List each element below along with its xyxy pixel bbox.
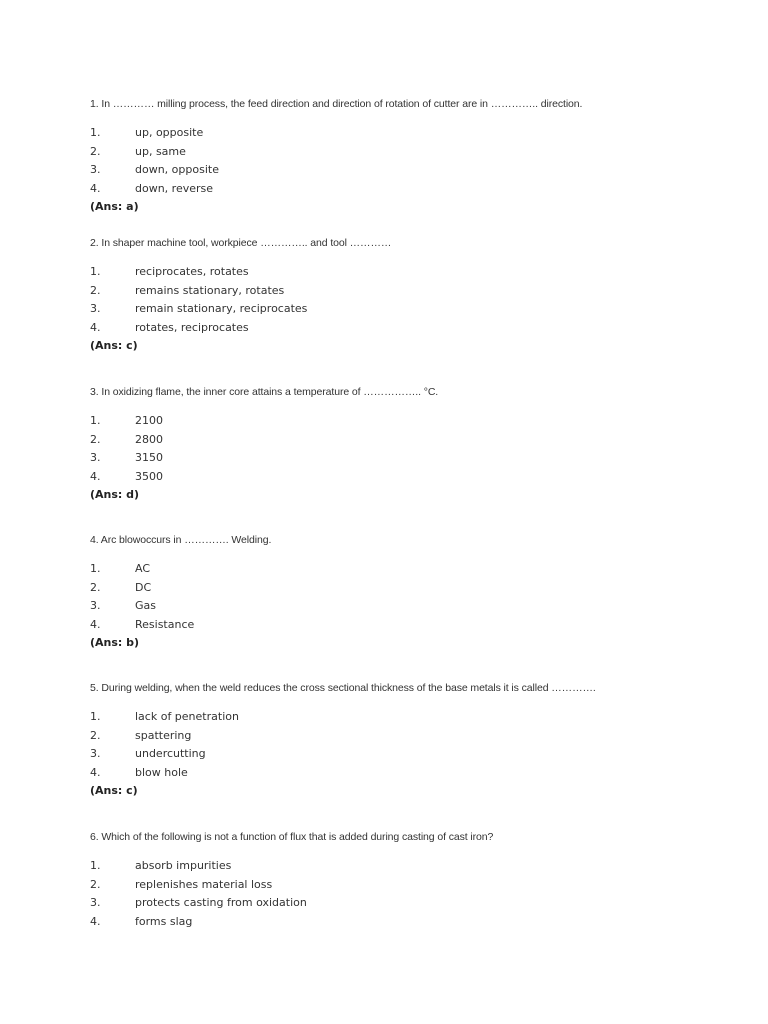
option-item (90, 727, 730, 746)
option-number: 4. (90, 181, 101, 195)
option-number: 3. (90, 451, 101, 464)
option-item (90, 319, 730, 338)
option-list (90, 263, 730, 337)
option-item (90, 161, 730, 180)
option-text: blow hole (135, 765, 188, 779)
option-item (90, 894, 730, 913)
option-item (90, 560, 730, 579)
option-text: lack of penetration (135, 710, 239, 723)
option-list (90, 124, 730, 198)
option-text: up, opposite (135, 126, 204, 139)
option-number: 2. (90, 877, 101, 891)
option-number: 2. (90, 283, 101, 297)
option-list (90, 857, 730, 931)
option-text: remain stationary, reciprocates (135, 302, 308, 315)
question-text: 1. In ………… milling process, the feed direction and direction of rotation of cutter are in ………….. direction. (90, 98, 583, 110)
option-number: 4. (90, 765, 101, 779)
option-list (90, 412, 730, 486)
option-number: 1. (90, 562, 101, 575)
option-item (90, 579, 730, 598)
option-number: 3. (90, 747, 101, 760)
option-number: 2. (90, 580, 101, 594)
option-text: 3150 (135, 451, 163, 464)
question-text: 4. Arc blowoccurs in …………. Welding. (90, 534, 272, 546)
question-4 (90, 533, 730, 653)
option-item (90, 449, 730, 468)
option-list (90, 560, 730, 634)
option-text: AC (135, 562, 151, 575)
option-text: undercutting (135, 747, 206, 760)
option-text: 2100 (135, 414, 163, 427)
option-item (90, 431, 730, 450)
option-text: Resistance (135, 617, 195, 631)
answer-label: (Ans: c) (90, 339, 138, 352)
option-number: 3. (90, 163, 101, 176)
option-text: down, reverse (135, 181, 214, 195)
option-text: replenishes material loss (135, 877, 273, 891)
option-item (90, 412, 730, 431)
option-text: down, opposite (135, 163, 219, 176)
option-number: 2. (90, 144, 101, 158)
question-2 (90, 236, 730, 356)
option-text: 2800 (135, 432, 163, 446)
option-number: 4. (90, 320, 101, 334)
option-number: 1. (90, 265, 101, 278)
option-item (90, 913, 730, 932)
option-number: 4. (90, 914, 101, 928)
option-item (90, 143, 730, 162)
option-text: spattering (135, 728, 192, 742)
option-number: 1. (90, 414, 101, 427)
option-item (90, 468, 730, 487)
option-number: 2. (90, 432, 101, 446)
question-6 (90, 830, 730, 931)
answer-label: (Ans: d) (90, 488, 140, 501)
option-text: DC (135, 580, 152, 594)
option-item (90, 876, 730, 895)
question-text: 6. Which of the following is not a function of flux that is added during casting of cast iron? (90, 831, 494, 843)
answer-label: (Ans: b) (90, 636, 140, 649)
option-number: 3. (90, 302, 101, 315)
option-text: rotates, reciprocates (135, 320, 249, 334)
option-list (90, 708, 730, 782)
option-item (90, 857, 730, 876)
option-item (90, 300, 730, 319)
option-text: absorb impurities (135, 859, 232, 872)
question-text: 2. In shaper machine tool, workpiece ………….. and tool ………… (90, 237, 392, 249)
option-number: 3. (90, 599, 101, 612)
option-number: 1. (90, 126, 101, 139)
option-item (90, 124, 730, 143)
question-1 (90, 97, 730, 217)
option-item (90, 180, 730, 199)
option-number: 3. (90, 896, 101, 909)
option-item (90, 282, 730, 301)
option-text: remains stationary, rotates (135, 283, 285, 297)
option-number: 4. (90, 617, 101, 631)
answer-label: (Ans: c) (90, 784, 138, 797)
option-text: Gas (135, 599, 156, 612)
option-text: reciprocates, rotates (135, 265, 249, 278)
question-3 (90, 385, 730, 505)
option-item (90, 745, 730, 764)
option-text: forms slag (135, 914, 193, 928)
option-item (90, 708, 730, 727)
option-item (90, 597, 730, 616)
option-text: protects casting from oxidation (135, 896, 307, 909)
question-text: 5. During welding, when the weld reduces the cross sectional thickness of the base metals it is called …………. (90, 682, 596, 694)
answer-label: (Ans: a) (90, 200, 139, 213)
option-number: 1. (90, 710, 101, 723)
option-number: 2. (90, 728, 101, 742)
option-item (90, 263, 730, 282)
option-text: 3500 (135, 469, 163, 483)
question-text: 3. In oxidizing flame, the inner core attains a temperature of …………….. °C. (90, 386, 439, 398)
option-item (90, 764, 730, 783)
option-number: 1. (90, 859, 101, 872)
option-item (90, 616, 730, 635)
option-text: up, same (135, 144, 186, 158)
option-number: 4. (90, 469, 101, 483)
question-5 (90, 681, 730, 801)
